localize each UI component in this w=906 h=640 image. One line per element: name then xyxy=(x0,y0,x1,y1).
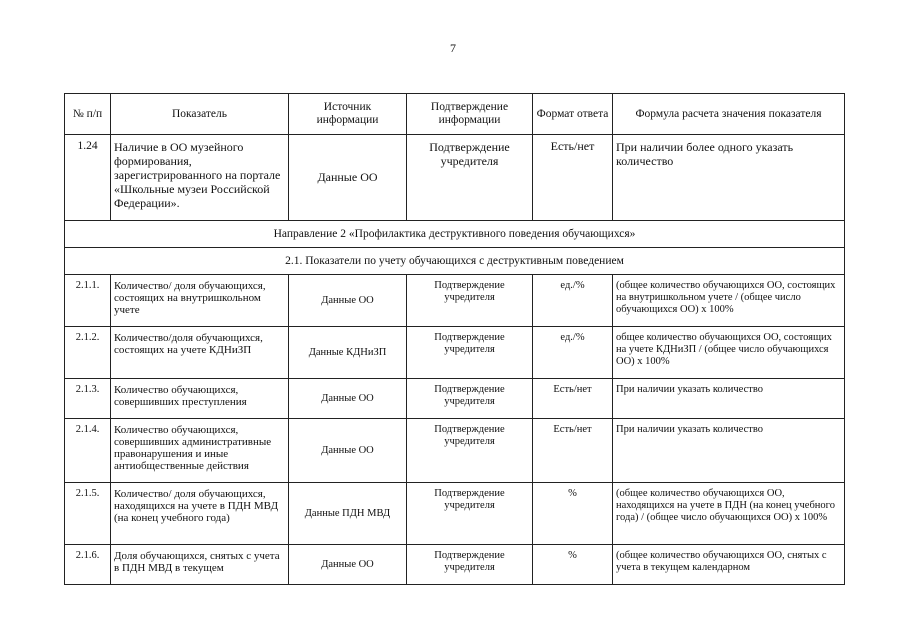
direction-row xyxy=(65,221,845,248)
table-row xyxy=(65,483,845,545)
section-row xyxy=(65,248,845,275)
header-source: Источник информации xyxy=(289,94,407,135)
header-num: № п/п xyxy=(65,94,111,135)
row-indicator: Доля обучающихся, снятых с учета в ПДН МВД в текущем xyxy=(111,545,289,585)
indicators-table xyxy=(64,93,845,585)
table-row xyxy=(65,419,845,483)
row-confirmation: Подтверждение учредителя xyxy=(407,545,533,585)
row-num: 2.1.2. xyxy=(65,327,111,379)
row-num: 2.1.3. xyxy=(65,379,111,419)
row-format: % xyxy=(533,483,613,545)
row-num: 1.24 xyxy=(65,135,111,221)
row-format: ед./% xyxy=(533,275,613,327)
header-indicator: Показатель xyxy=(111,94,289,135)
table-header-row xyxy=(65,94,845,135)
row-confirmation: Подтверждение учредителя xyxy=(407,419,533,483)
row-format: % xyxy=(533,545,613,585)
row-formula: При наличии указать количество xyxy=(613,419,845,483)
row-confirmation: Подтверждение учредителя xyxy=(407,379,533,419)
row-indicator: Количество/ доля обучающихся, состоящих на внутришкольном учете xyxy=(111,275,289,327)
row-formula: При наличии более одного указать количество xyxy=(613,135,845,221)
row-indicator: Количество/ доля обучающихся, находящихся на учете в ПДН МВД (на конец учебного года) xyxy=(111,483,289,545)
row-format: Есть/нет xyxy=(533,419,613,483)
page-number: 7 xyxy=(450,41,456,55)
row-source: Данные ОО xyxy=(289,379,407,419)
row-source: Данные ОО xyxy=(289,135,407,221)
row-indicator: Количество обучающихся, совершивших преступления xyxy=(111,379,289,419)
row-formula: общее количество обучающихся ОО, состоящих на учете КДНиЗП / (общее число обучающихся ОО) х 100% xyxy=(613,327,845,379)
row-source: Данные ПДН МВД xyxy=(289,483,407,545)
table-row xyxy=(65,545,845,585)
table-row xyxy=(65,327,845,379)
row-indicator: Количество обучающихся, совершивших административные правонарушения и иные антиобщественные действия xyxy=(111,419,289,483)
row-formula: При наличии указать количество xyxy=(613,379,845,419)
row-formula: (общее количество обучающихся ОО, находящихся на учете в ПДН (на конец учебного года) / (общее число обучающихся ОО) х 100% xyxy=(613,483,845,545)
table-row xyxy=(65,275,845,327)
row-source: Данные ОО xyxy=(289,419,407,483)
row-confirmation: Подтверждение учредителя xyxy=(407,135,533,221)
row-source: Данные КДНиЗП xyxy=(289,327,407,379)
row-confirmation: Подтверждение учредителя xyxy=(407,327,533,379)
table-row xyxy=(65,379,845,419)
row-format: Есть/нет xyxy=(533,135,613,221)
table-row xyxy=(65,135,845,221)
row-format: ед./% xyxy=(533,327,613,379)
row-formula: (общее количество обучающихся ОО, снятых с учета в текущем календарном xyxy=(613,545,845,585)
row-source: Данные ОО xyxy=(289,275,407,327)
row-formula: (общее количество обучающихся ОО, состоящих на внутришкольном учете / (общее число обучающихся ОО) х 100% xyxy=(613,275,845,327)
row-num: 2.1.6. xyxy=(65,545,111,585)
row-num: 2.1.4. xyxy=(65,419,111,483)
row-num: 2.1.5. xyxy=(65,483,111,545)
direction-title: Направление 2 «Профилактика деструктивного поведения обучающихся» xyxy=(65,221,845,248)
row-indicator: Количество/доля обучающихся, состоящих на учете КДНиЗП xyxy=(111,327,289,379)
row-num: 2.1.1. xyxy=(65,275,111,327)
row-confirmation: Подтверждение учредителя xyxy=(407,275,533,327)
header-format: Формат ответа xyxy=(533,94,613,135)
row-confirmation: Подтверждение учредителя xyxy=(407,483,533,545)
section-title: 2.1. Показатели по учету обучающихся с деструктивным поведением xyxy=(65,248,845,275)
row-format: Есть/нет xyxy=(533,379,613,419)
header-formula: Формула расчета значения показателя xyxy=(613,94,845,135)
header-confirmation: Подтверждение информации xyxy=(407,94,533,135)
row-source: Данные ОО xyxy=(289,545,407,585)
row-indicator: Наличие в ОО музейного формирования, зарегистрированного на портале «Школьные музеи Российской Федерации». xyxy=(111,135,289,221)
